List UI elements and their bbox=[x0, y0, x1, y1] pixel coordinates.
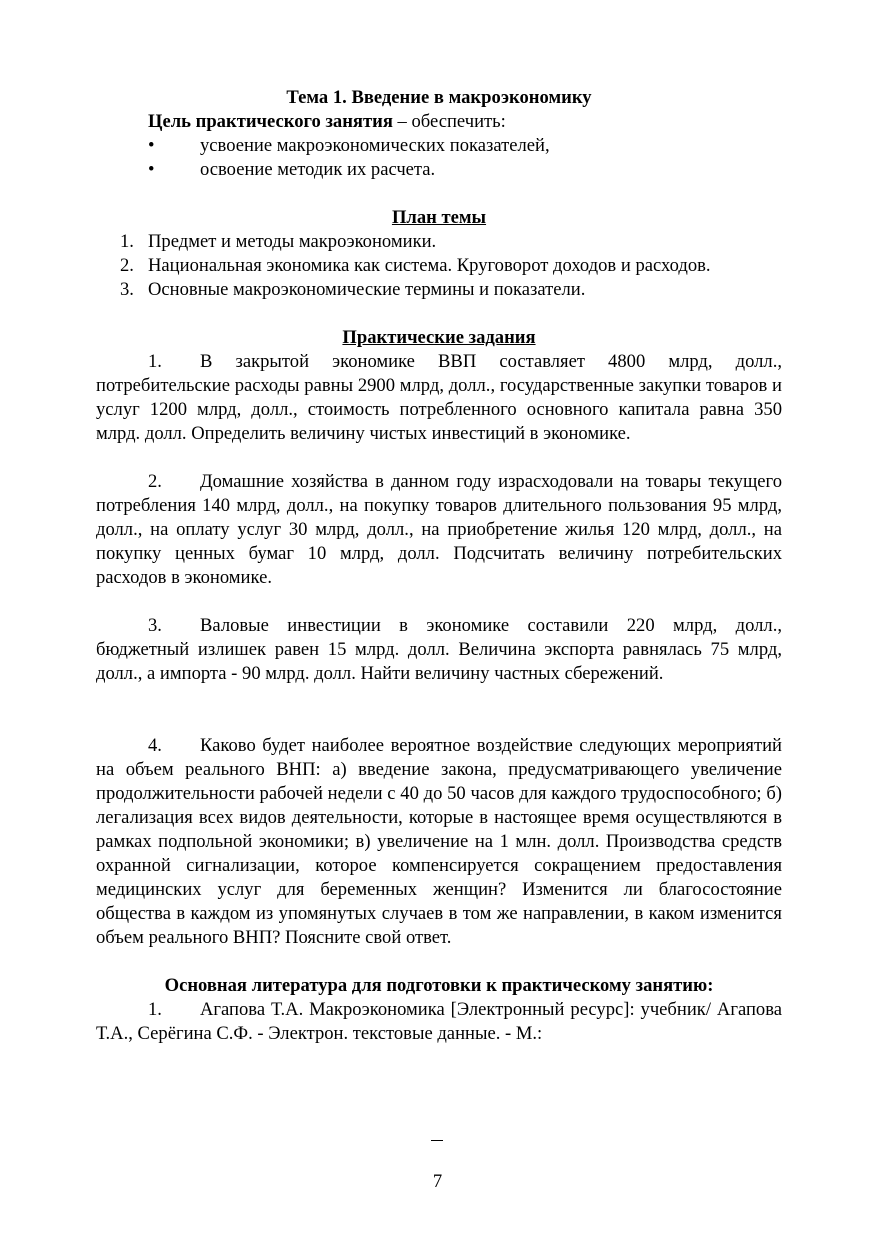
plan-item bbox=[96, 230, 782, 254]
task-item bbox=[96, 614, 782, 686]
task-number: 3. bbox=[148, 615, 162, 636]
plan-heading: План темы bbox=[391, 207, 487, 228]
goal-bullet-list bbox=[96, 134, 782, 182]
tasks-heading: Практические задания bbox=[342, 327, 536, 348]
task-text: Домашние хозяйства в данном году израсходовали на товары текущего потребления 140 млрд, долл., на покупку товаров длительного пользования 95 млрд, долл., на оплату услуг 30 млрд, долл., на приобретение жилья 120 млрд, долл., на покупку ценных бумаг 10 млрд, долл. Подсчитать величину потребительских расходов в экономике. bbox=[96, 471, 782, 588]
plan-item-text: Предмет и методы макроэкономики. bbox=[148, 231, 437, 252]
task-number: 4. bbox=[148, 735, 162, 756]
task-item bbox=[96, 470, 782, 590]
document-page bbox=[96, 86, 782, 1046]
plan-item-number: 1. bbox=[120, 231, 134, 252]
goal-bullet-text: усвоение макроэкономических показателей, bbox=[200, 135, 550, 156]
bullet-icon: • bbox=[148, 135, 155, 156]
goal-bullet-text: освоение методик их расчета. bbox=[200, 159, 436, 180]
task-text: В закрытой экономике ВВП составляет 4800 млрд, долл., потребительские расходы равны 2900 млрд, долл., государственные закупки товаров и услуг 1200 млрд, долл., стоимость потребленного основного капитала равна 350 млрд. долл. Определить величину чистых инвестиций в экономике. bbox=[96, 351, 782, 444]
literature-item bbox=[96, 998, 782, 1046]
goal-label: Цель практического занятия bbox=[148, 111, 393, 132]
goal-bullet-item bbox=[96, 134, 782, 158]
plan-list bbox=[96, 230, 782, 302]
goal-rest: – обеспечить: bbox=[392, 111, 506, 132]
plan-item-text: Основные макроэкономические термины и показатели. bbox=[148, 279, 586, 300]
literature-text: Агапова Т.А. Макроэкономика [Электронный ресурс]: учебник/ Агапова Т.А., Серёгина С.Ф. - Электрон. текстовые данные. - М.: bbox=[96, 999, 782, 1044]
literature-heading: Основная литература для подготовки к практическому занятию: bbox=[164, 975, 714, 996]
task-text: Каково будет наиболее вероятное воздействие следующих мероприятий на объем реального ВНП: а) введение закона, предусматривающего увеличение продолжительности рабочей недели с 40 до 50 часов для каждого трудоспособного; б) легализация всех видов деятельности, которые в настоящее время осуществляются в рамках подпольной экономики; в) увеличение на 1 млн. долл. Производства средств охранной сигнализации, которое компенсируется сокращением предоставления медицинских услуг для беременных женщин? Изменится ли благосостояние общества в каждом из упомянутых случаев в том же направлении, в каком изменится объем реального ВНП? Поясните свой ответ. bbox=[96, 735, 782, 948]
plan-item-number: 3. bbox=[120, 279, 134, 300]
task-number: 1. bbox=[148, 351, 162, 372]
goal-line bbox=[148, 110, 782, 134]
task-number: 2. bbox=[148, 471, 162, 492]
page-number: 7 bbox=[432, 1171, 443, 1192]
bullet-icon: • bbox=[148, 159, 155, 180]
goal-bullet-item bbox=[96, 158, 782, 182]
plan-item-number: 2. bbox=[120, 255, 134, 276]
footer-mark bbox=[431, 1140, 443, 1141]
task-item bbox=[96, 350, 782, 446]
task-item bbox=[96, 734, 782, 950]
topic-title: Тема 1. Введение в макроэкономику bbox=[286, 87, 592, 108]
plan-item-text: Национальная экономика как система. Круговорот доходов и расходов. bbox=[148, 255, 711, 276]
plan-item bbox=[96, 254, 782, 278]
task-text: Валовые инвестиции в экономике составили 220 млрд, долл., бюджетный излишек равен 15 млрд. долл. Величина экспорта равнялась 75 млрд, долл., а импорта - 90 млрд. долл. Найти величину частных сбережений. bbox=[96, 615, 782, 684]
literature-number: 1. bbox=[148, 999, 162, 1020]
plan-item bbox=[96, 278, 782, 302]
